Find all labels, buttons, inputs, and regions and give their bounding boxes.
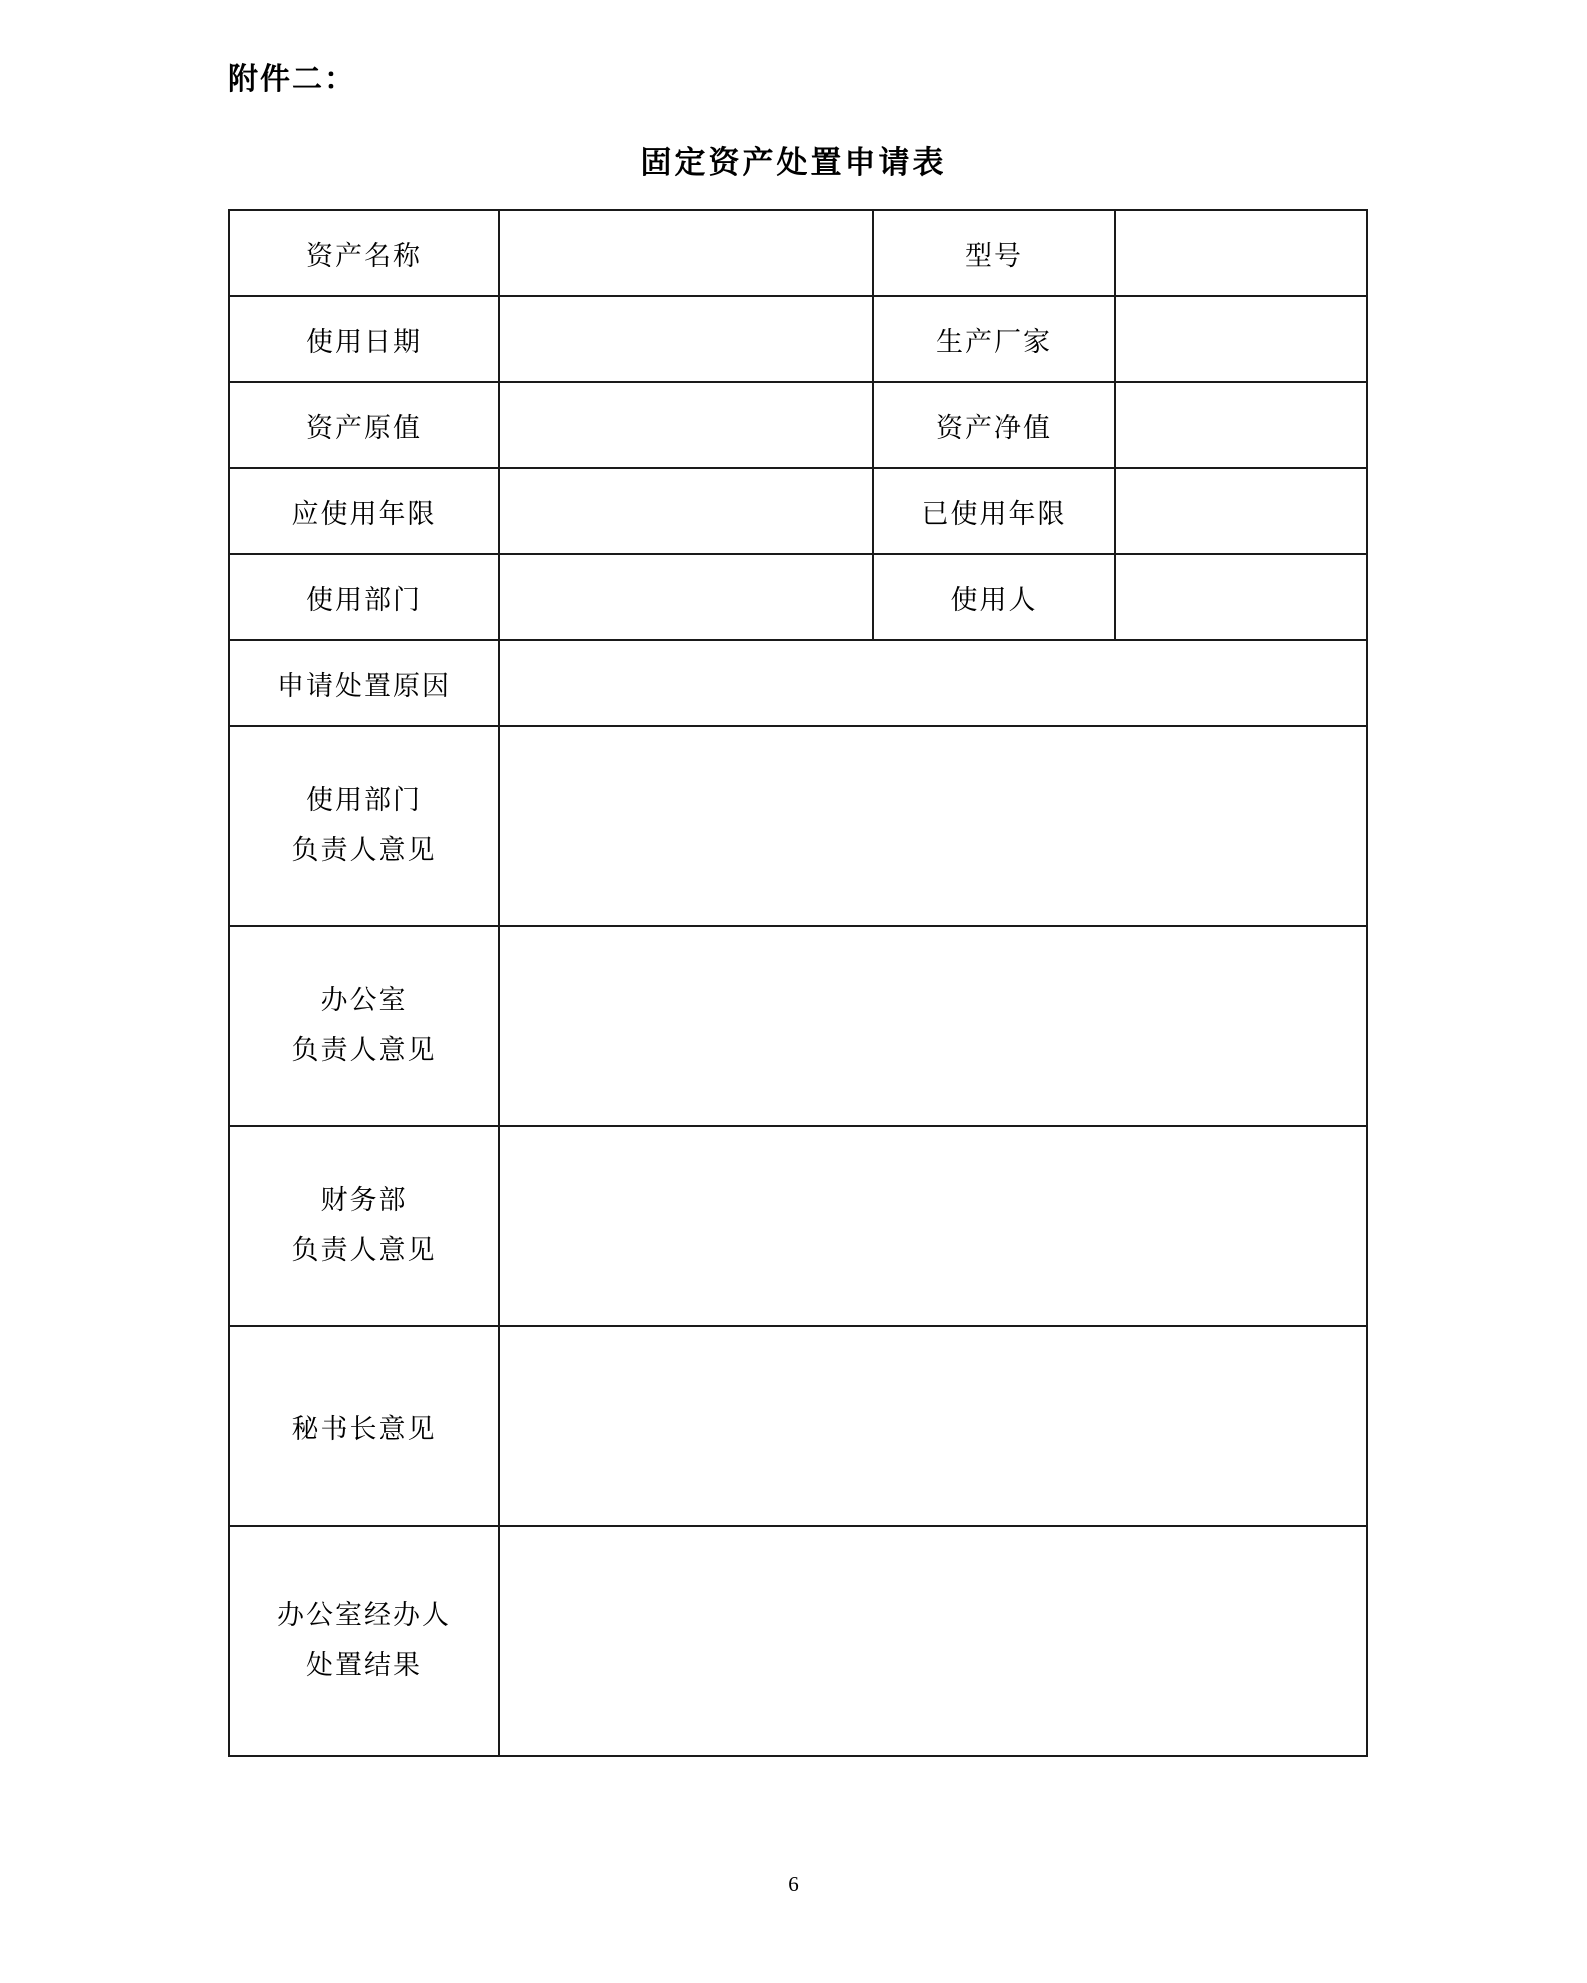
- table-row: [229, 296, 1367, 382]
- field-label-asset-name: 资产名称: [229, 210, 499, 296]
- asset-disposal-form: [228, 209, 1360, 1757]
- field-value-model[interactable]: [1115, 210, 1367, 296]
- label-line-1: 办公室: [320, 985, 408, 1016]
- table-row: [229, 1126, 1367, 1326]
- label-line-2: 负责人意见: [291, 835, 437, 865]
- field-value-secretary-general-opinion[interactable]: [499, 1326, 1367, 1526]
- field-label-net-value: 资产净值: [873, 382, 1115, 468]
- table-row: [229, 726, 1367, 926]
- table-row: [229, 1326, 1367, 1526]
- label-line-1: 使用部门: [306, 785, 422, 816]
- label-line-2: 负责人意见: [291, 1035, 437, 1065]
- form-table: [228, 209, 1368, 1757]
- field-label-used-life: 已使用年限: [873, 468, 1115, 554]
- table-row: [229, 382, 1367, 468]
- table-row: [229, 640, 1367, 726]
- field-label-expected-life: 应使用年限: [229, 468, 499, 554]
- field-label-original-value: 资产原值: [229, 382, 499, 468]
- table-row: [229, 210, 1367, 296]
- field-label-department-head-opinion: [229, 726, 499, 926]
- field-value-department[interactable]: [499, 554, 873, 640]
- field-value-use-date[interactable]: [499, 296, 873, 382]
- field-label-manufacturer: 生产厂家: [873, 296, 1115, 382]
- label-line-2: 处置结果: [306, 1650, 422, 1680]
- field-value-office-handler-result[interactable]: [499, 1526, 1367, 1756]
- field-value-original-value[interactable]: [499, 382, 873, 468]
- field-label-model: 型号: [873, 210, 1115, 296]
- attachment-label: 附件二：: [228, 63, 356, 96]
- field-value-department-head-opinion[interactable]: [499, 726, 1367, 926]
- field-label-user: 使用人: [873, 554, 1115, 640]
- label-line-1: 财务部: [320, 1185, 408, 1216]
- field-label-use-date: 使用日期: [229, 296, 499, 382]
- field-value-user[interactable]: [1115, 554, 1367, 640]
- label-line-2: 负责人意见: [291, 1235, 437, 1265]
- field-value-used-life[interactable]: [1115, 468, 1367, 554]
- table-row: [229, 1526, 1367, 1756]
- field-label-department: 使用部门: [229, 554, 499, 640]
- field-value-asset-name[interactable]: [499, 210, 873, 296]
- field-label-office-head-opinion: [229, 926, 499, 1126]
- table-row: [229, 468, 1367, 554]
- field-label-office-handler-result: [229, 1526, 499, 1756]
- field-value-disposal-reason[interactable]: [499, 640, 1367, 726]
- field-label-secretary-general-opinion: 秘书长意见: [229, 1326, 499, 1526]
- field-value-manufacturer[interactable]: [1115, 296, 1367, 382]
- field-value-net-value[interactable]: [1115, 382, 1367, 468]
- field-value-expected-life[interactable]: [499, 468, 873, 554]
- table-row: [229, 926, 1367, 1126]
- field-value-office-head-opinion[interactable]: [499, 926, 1367, 1126]
- table-row: [229, 554, 1367, 640]
- page-title: 固定资产处置申请表: [640, 145, 947, 180]
- field-label-disposal-reason: 申请处置原因: [229, 640, 499, 726]
- field-value-finance-head-opinion[interactable]: [499, 1126, 1367, 1326]
- page-number: 6: [788, 1872, 799, 1896]
- field-label-finance-head-opinion: [229, 1126, 499, 1326]
- label-line-1: 办公室经办人: [277, 1600, 451, 1631]
